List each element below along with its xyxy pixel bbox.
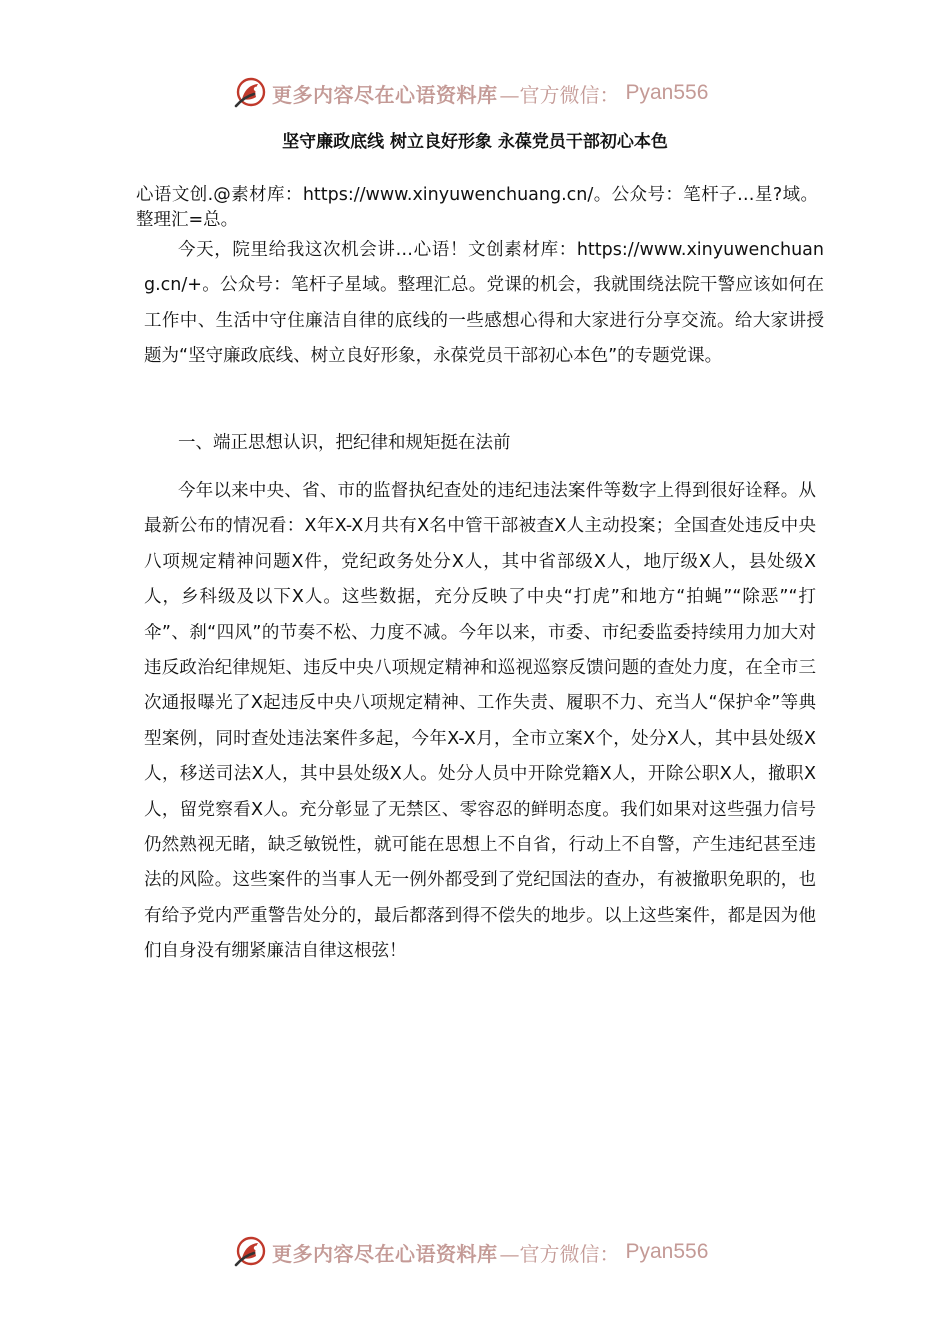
document-title: 坚守廉政底线 树立良好形象 永葆党员干部初心本色 (282, 132, 668, 152)
banner-wechat-label: —官方微信： (499, 1241, 620, 1266)
footer-banner (232, 1232, 708, 1272)
logo-icon (232, 1234, 268, 1270)
banner-wechat-id: Pyan556 (625, 1240, 709, 1263)
banner-wechat-label: —官方微信： (499, 82, 620, 107)
banner-wechat-id: Pyan556 (625, 81, 709, 104)
section-heading: 一、端正思想认识，把纪律和规矩挺在法前 (178, 433, 511, 453)
header-banner (232, 73, 708, 113)
intro-paragraph: 今天，院里给我这次机会讲…心语！文创素材库：https://www.xinyuwenchuang.cn/+。公众号：笔杆子星域。整理汇总。党课的机会，我就围绕法院干警应该如何在工作中、生活中守住廉洁自律的底线的一些感想心得和大家进行分享交流。给大家讲授题为“坚守廉政底线、树立良好形象，永葆党员干部初心本色”的专题党课。 (144, 240, 824, 367)
logo-icon (232, 75, 268, 111)
banner-slogan: 更多内容尽在心语资料库 (272, 1241, 498, 1266)
banner-slogan: 更多内容尽在心语资料库 (272, 82, 498, 107)
source-line: 心语文创.@素材库：https://www.xinyuwenchuang.cn/。公众号：笔杆子…星?域。整理汇=总。 (136, 185, 818, 230)
body-paragraph: 今年以来中央、省、市的监督执纪查处的违纪违法案件等数字上得到很好诠释。从最新公布的情况看：X年X-X月共有X名中管干部被查X人主动投案；全国查处违反中央八项规定精神问题X件，党纪政务处分X人，其中省部级X人，地厅级X人，县处级X人，乡科级及以下X人。这些数据，充分反映了中央“打虎”和地方“拍蝇”“除恶”“打伞”、刹“四风”的节奏不松、力度不减。今年以来，市委、市纪委监委持续用力加大对违反政治纪律规矩、违反中央八项规定精神和巡视巡察反馈问题的查处力度，在全市三次通报曝光了X起违反中央八项规定精神、工作失责、履职不力、充当人“保护伞”等典型案例，同时查处违法案件多起，今年X-X月，全市立案X个，处分X人，其中县处级X人，移送司法X人，其中县处级X人。处分人员中开除党籍X人，开除公职X人，撤职X人，留党察看X人。充分彰显了无禁区、零容忍的鲜明态度。我们如果对这些强力信号仍然熟视无睹，缺乏敏锐性，就可能在思想上不自省，行动上不自警，产生违纪甚至违法的风险。这些案件的当事人无一例外都受到了党纪国法的查办，有被撤职免职的，也有给予党内严重警告处分的，最后都落到得不偿失的地步。以上这些案件，都是因为他们自身没有绷紧廉洁自律这根弦！ (144, 481, 816, 962)
